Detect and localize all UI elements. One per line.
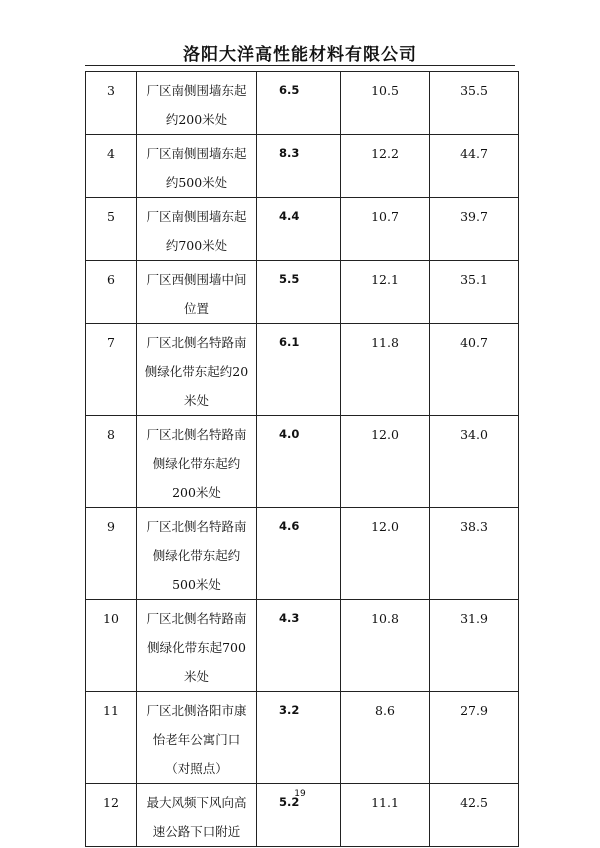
value-1-cell: 4.3: [279, 611, 300, 625]
value-1-cell: 4.4: [279, 209, 300, 223]
value-1-cell: 8.3: [279, 146, 300, 160]
monitoring-table: [85, 71, 519, 847]
table-row: [86, 72, 519, 135]
row-number: 8: [107, 427, 115, 442]
value-1-cell: 5.2: [279, 795, 300, 809]
table-row: [86, 198, 519, 261]
value-2-cell: 12.2: [371, 146, 399, 161]
location-cell: 厂区北侧名特路南侧绿化带东起约20米处: [144, 335, 249, 408]
header-divider: [85, 65, 515, 66]
value-3-cell: 35.1: [460, 272, 488, 287]
table-row: [86, 416, 519, 508]
value-3-cell: 39.7: [460, 209, 488, 224]
value-3-cell: 42.5: [460, 795, 488, 810]
row-number: 10: [103, 611, 119, 626]
page-header-title: 洛阳大洋高性能材料有限公司: [183, 45, 417, 65]
location-cell: 厂区北侧洛阳市康怡老年公寓门口（对照点）: [146, 703, 247, 776]
value-3-cell: 40.7: [460, 335, 488, 350]
row-number: 9: [107, 519, 115, 534]
value-2-cell: 8.6: [375, 703, 395, 718]
value-1-cell: 6.1: [279, 335, 300, 349]
value-2-cell: 10.5: [371, 83, 399, 98]
location-cell: 最大风频下风向高速公路下口附近: [146, 795, 247, 839]
value-3-cell: 35.5: [460, 83, 488, 98]
row-number: 12: [103, 795, 119, 810]
location-cell: 厂区北侧名特路南侧绿化带东起700米处: [146, 611, 247, 684]
value-2-cell: 11.8: [371, 335, 399, 350]
value-1-cell: 5.5: [279, 272, 300, 286]
value-1-cell: 6.5: [279, 83, 300, 97]
table-row: [86, 135, 519, 198]
value-3-cell: 27.9: [460, 703, 488, 718]
table-row: [86, 261, 519, 324]
value-2-cell: 12.1: [371, 272, 399, 287]
value-1-cell: 3.2: [279, 703, 300, 717]
location-cell: 厂区北侧名特路南侧绿化带东起约200米处: [146, 427, 247, 500]
value-3-cell: 34.0: [460, 427, 488, 442]
value-3-cell: 31.9: [460, 611, 488, 626]
value-1-cell: 4.6: [279, 519, 300, 533]
value-1-cell: 4.0: [279, 427, 300, 441]
value-2-cell: 12.0: [371, 519, 399, 534]
location-cell: 厂区南侧围墙东起约500米处: [146, 146, 247, 190]
value-3-cell: 38.3: [460, 519, 488, 534]
location-cell: 厂区南侧围墙东起约200米处: [146, 83, 247, 127]
row-number: 4: [107, 146, 115, 161]
location-cell: 厂区西侧围墙中间位置: [146, 272, 247, 316]
row-number: 3: [107, 83, 115, 98]
location-cell: 厂区南侧围墙东起约700米处: [146, 209, 247, 253]
table-row: [86, 508, 519, 600]
page-number: 19: [294, 789, 306, 799]
table-row: [86, 692, 519, 784]
row-number: 7: [107, 335, 115, 350]
value-2-cell: 10.8: [371, 611, 399, 626]
row-number: 6: [107, 272, 115, 287]
table-row: [86, 600, 519, 692]
row-number: 5: [107, 209, 115, 224]
value-2-cell: 11.1: [371, 795, 399, 810]
table-row: [86, 324, 519, 416]
value-2-cell: 12.0: [371, 427, 399, 442]
row-number: 11: [103, 703, 119, 718]
value-3-cell: 44.7: [460, 146, 488, 161]
value-2-cell: 10.7: [371, 209, 399, 224]
location-cell: 厂区北侧名特路南侧绿化带东起约500米处: [146, 519, 247, 592]
